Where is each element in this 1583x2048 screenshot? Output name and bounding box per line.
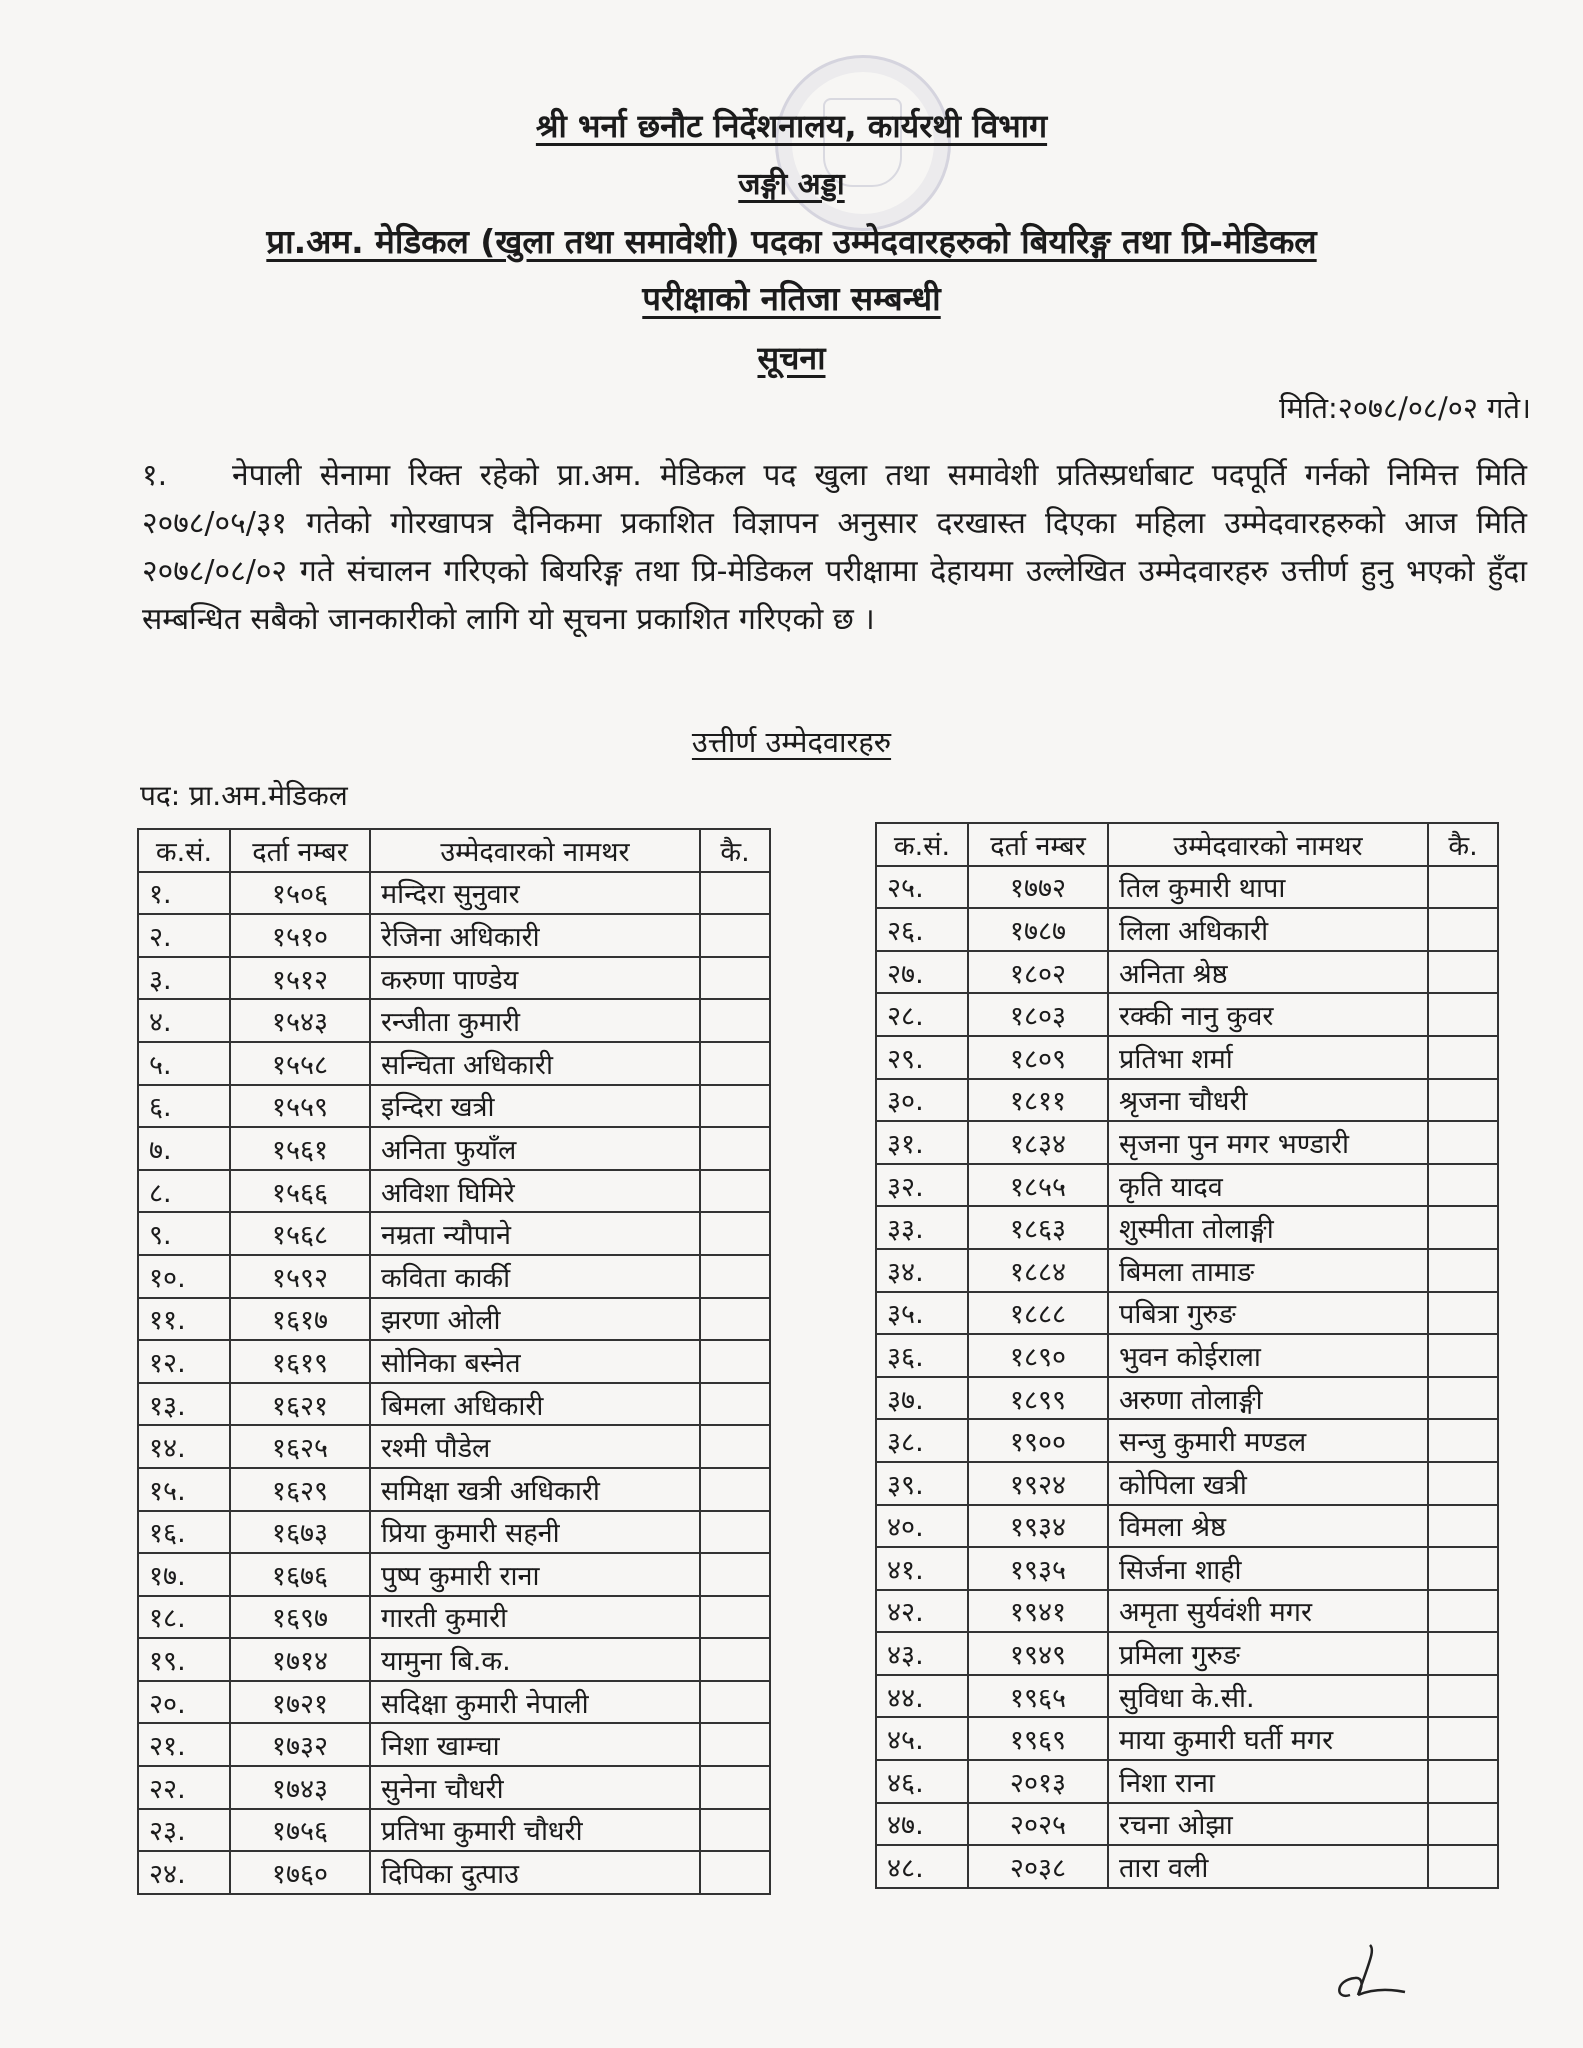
serial-cell: २७. bbox=[876, 951, 968, 994]
serial-cell: ३. bbox=[138, 957, 230, 1000]
table-row bbox=[138, 999, 770, 1042]
serial-cell: ३२. bbox=[876, 1164, 968, 1207]
table-row bbox=[138, 1340, 770, 1383]
serial-cell: ३८. bbox=[876, 1419, 968, 1462]
passed-candidates-heading: उत्तीर्ण उम्मेदवारहरु bbox=[691, 725, 892, 759]
registration-number-cell: १८८४ bbox=[968, 1249, 1108, 1292]
registration-number-cell: १८०३ bbox=[968, 993, 1108, 1036]
remarks-cell bbox=[700, 1298, 770, 1341]
registration-number-cell: १६७३ bbox=[230, 1511, 370, 1554]
serial-cell: ७. bbox=[138, 1127, 230, 1170]
table-row bbox=[138, 1851, 770, 1894]
remarks-cell bbox=[700, 1212, 770, 1255]
candidate-name-cell: कृति यादव bbox=[1108, 1164, 1428, 1207]
remarks-cell bbox=[700, 1340, 770, 1383]
remarks-cell bbox=[700, 1809, 770, 1852]
results-table-left bbox=[137, 828, 771, 1895]
serial-cell: ४३. bbox=[876, 1632, 968, 1675]
table-row bbox=[876, 1760, 1498, 1803]
serial-cell: २. bbox=[138, 914, 230, 957]
paragraph-number: १. bbox=[142, 458, 168, 493]
remarks-cell bbox=[700, 1383, 770, 1426]
remarks-cell bbox=[1428, 1419, 1498, 1462]
candidate-name-cell: यामुना बि.क. bbox=[370, 1638, 700, 1681]
registration-number-cell: १९३५ bbox=[968, 1547, 1108, 1590]
serial-cell: १९. bbox=[138, 1638, 230, 1681]
serial-cell: १८. bbox=[138, 1596, 230, 1639]
table-row bbox=[138, 1212, 770, 1255]
remarks-cell bbox=[1428, 1462, 1498, 1505]
registration-number-cell: १८५५ bbox=[968, 1164, 1108, 1207]
serial-cell: ५. bbox=[138, 1042, 230, 1085]
candidate-name-cell: प्रतिभा शर्मा bbox=[1108, 1036, 1428, 1079]
registration-number-cell: १९२४ bbox=[968, 1462, 1108, 1505]
serial-cell: ४८. bbox=[876, 1845, 968, 1888]
candidate-name-cell: माया कुमारी घर्ती मगर bbox=[1108, 1717, 1428, 1760]
remarks-cell bbox=[1428, 1760, 1498, 1803]
registration-number-cell: १८०९ bbox=[968, 1036, 1108, 1079]
candidate-name-cell: बिमला अधिकारी bbox=[370, 1383, 700, 1426]
candidate-name-cell: कविता कार्की bbox=[370, 1255, 700, 1298]
serial-cell: ४४. bbox=[876, 1675, 968, 1718]
table-row bbox=[876, 1206, 1498, 1249]
serial-cell: ९. bbox=[138, 1212, 230, 1255]
registration-number-cell: १५६८ bbox=[230, 1212, 370, 1255]
remarks-cell bbox=[700, 1723, 770, 1766]
registration-number-cell: १५५८ bbox=[230, 1042, 370, 1085]
remarks-cell bbox=[1428, 1079, 1498, 1122]
serial-cell: ४५. bbox=[876, 1717, 968, 1760]
candidate-name-cell: श्रृजना चौधरी bbox=[1108, 1079, 1428, 1122]
table-row bbox=[876, 1803, 1498, 1846]
registration-number-cell: १५६६ bbox=[230, 1170, 370, 1213]
remarks-cell bbox=[1428, 1632, 1498, 1675]
table-row bbox=[876, 1121, 1498, 1164]
table-row bbox=[138, 1511, 770, 1554]
registration-number-cell: १५०६ bbox=[230, 872, 370, 915]
candidate-name-cell: पबित्रा गुरुङ bbox=[1108, 1292, 1428, 1335]
registration-number-cell: १८०२ bbox=[968, 951, 1108, 994]
remarks-cell bbox=[700, 1851, 770, 1894]
table-row bbox=[876, 1462, 1498, 1505]
table-row bbox=[876, 1334, 1498, 1377]
candidate-name-cell: शुस्मीता तोलाङ्गी bbox=[1108, 1206, 1428, 1249]
table-row bbox=[876, 1547, 1498, 1590]
registration-number-cell: १८११ bbox=[968, 1079, 1108, 1122]
registration-number-cell: १८८८ bbox=[968, 1292, 1108, 1335]
remarks-cell bbox=[1428, 1121, 1498, 1164]
registration-number-cell: २०१३ bbox=[968, 1760, 1108, 1803]
remarks-cell bbox=[1428, 1164, 1498, 1207]
serial-cell: २५. bbox=[876, 866, 968, 909]
serial-cell: २०. bbox=[138, 1681, 230, 1724]
candidate-name-cell: सुनेना चौधरी bbox=[370, 1766, 700, 1809]
serial-cell: १७. bbox=[138, 1553, 230, 1596]
candidate-name-cell: रचना ओझा bbox=[1108, 1803, 1428, 1846]
candidate-name-cell: मन्दिरा सुनुवार bbox=[370, 872, 700, 915]
candidate-name-cell: समिक्षा खत्री अधिकारी bbox=[370, 1468, 700, 1511]
remarks-cell bbox=[700, 1425, 770, 1468]
serial-cell: ८. bbox=[138, 1170, 230, 1213]
registration-number-cell: १९३४ bbox=[968, 1505, 1108, 1548]
remarks-cell bbox=[700, 1553, 770, 1596]
serial-cell: ११. bbox=[138, 1298, 230, 1341]
remarks-cell bbox=[1428, 1547, 1498, 1590]
registration-number-cell: १७७२ bbox=[968, 866, 1108, 909]
candidate-name-cell: रक्की नानु कुवर bbox=[1108, 993, 1428, 1036]
remarks-cell bbox=[700, 872, 770, 915]
candidate-name-cell: तिल कुमारी थापा bbox=[1108, 866, 1428, 909]
table-row bbox=[876, 1590, 1498, 1633]
candidate-name-cell: करुणा पाण्डेय bbox=[370, 957, 700, 1000]
notice-heading: सूचना bbox=[757, 339, 826, 377]
remarks-cell bbox=[700, 1511, 770, 1554]
header-remarks: कै. bbox=[1428, 823, 1498, 866]
registration-number-cell: २०२५ bbox=[968, 1803, 1108, 1846]
office-subtitle: जङ्गी अड्डा bbox=[738, 167, 845, 202]
serial-cell: ३३. bbox=[876, 1206, 968, 1249]
candidate-name-cell: तारा वली bbox=[1108, 1845, 1428, 1888]
registration-number-cell: १५४३ bbox=[230, 999, 370, 1042]
remarks-cell bbox=[1428, 1377, 1498, 1420]
candidate-name-cell: पुष्प कुमारी राना bbox=[370, 1553, 700, 1596]
table-row bbox=[138, 1809, 770, 1852]
remarks-cell bbox=[700, 999, 770, 1042]
remarks-cell bbox=[1428, 1717, 1498, 1760]
header-serial: क.सं. bbox=[876, 823, 968, 866]
serial-cell: ४. bbox=[138, 999, 230, 1042]
remarks-cell bbox=[700, 1127, 770, 1170]
candidate-name-cell: सन्चिता अधिकारी bbox=[370, 1042, 700, 1085]
table-row bbox=[138, 1298, 770, 1341]
registration-number-cell: १६७६ bbox=[230, 1553, 370, 1596]
table-row bbox=[138, 1596, 770, 1639]
table-row bbox=[876, 1292, 1498, 1335]
candidate-name-cell: भुवन कोईराला bbox=[1108, 1334, 1428, 1377]
table-row bbox=[876, 1845, 1498, 1888]
serial-cell: १. bbox=[138, 872, 230, 915]
registration-number-cell: १७२१ bbox=[230, 1681, 370, 1724]
table-row bbox=[876, 1036, 1498, 1079]
remarks-cell bbox=[1428, 1845, 1498, 1888]
table-row bbox=[876, 1717, 1498, 1760]
serial-cell: ३७. bbox=[876, 1377, 968, 1420]
registration-number-cell: १८९० bbox=[968, 1334, 1108, 1377]
table-row bbox=[876, 1505, 1498, 1548]
remarks-cell bbox=[700, 1255, 770, 1298]
registration-number-cell: १७३२ bbox=[230, 1723, 370, 1766]
registration-number-cell: १९४१ bbox=[968, 1590, 1108, 1633]
registration-number-cell: १७८७ bbox=[968, 908, 1108, 951]
remarks-cell bbox=[700, 1468, 770, 1511]
table-row bbox=[138, 1255, 770, 1298]
candidate-name-cell: गारती कुमारी bbox=[370, 1596, 700, 1639]
remarks-cell bbox=[700, 1170, 770, 1213]
candidate-name-cell: प्रतिभा कुमारी चौधरी bbox=[370, 1809, 700, 1852]
serial-cell: १०. bbox=[138, 1255, 230, 1298]
candidate-name-cell: अनिता फुयाँल bbox=[370, 1127, 700, 1170]
registration-number-cell: १५९२ bbox=[230, 1255, 370, 1298]
table-row bbox=[138, 1468, 770, 1511]
candidate-name-cell: अमृता सुर्यवंशी मगर bbox=[1108, 1590, 1428, 1633]
candidate-name-cell: निशा खाम्चा bbox=[370, 1723, 700, 1766]
registration-number-cell: १९६९ bbox=[968, 1717, 1108, 1760]
serial-cell: ३५. bbox=[876, 1292, 968, 1335]
table-row bbox=[138, 957, 770, 1000]
registration-number-cell: १५१२ bbox=[230, 957, 370, 1000]
remarks-cell bbox=[1428, 866, 1498, 909]
notice-paragraph bbox=[142, 452, 1527, 644]
remarks-cell bbox=[1428, 908, 1498, 951]
candidate-name-cell: प्रमिला गुरुङ bbox=[1108, 1632, 1428, 1675]
registration-number-cell: १९०० bbox=[968, 1419, 1108, 1462]
remarks-cell bbox=[1428, 1206, 1498, 1249]
serial-cell: २६. bbox=[876, 908, 968, 951]
paragraph-text: नेपाली सेनामा रिक्त रहेको प्रा.अम. मेडिकल पद खुला तथा समावेशी प्रतिस्प्रर्धाबाट पदपूर्ति गर्नको निमित्त मिति २०७८/०५/३१ गतेको गोरखापत्र दैनिकमा प्रकाशित विज्ञापन अनुसार दरखास्त दिएका महिला उम्मेदवारहरुको आज मिति २०७८/०८/०२ गते संचालन गरिएको बियरिङ्ग तथा प्रि-मेडिकल परीक्षामा देहायमा उल्लेखित उम्मेदवारहरु उत्तीर्ण हुनु भएको हुँदा सम्बन्धित सबैको जानकारीको लागि यो सूचना प्रकाशित गरिएको छ । bbox=[142, 458, 1527, 637]
candidate-name-cell: रन्जीता कुमारी bbox=[370, 999, 700, 1042]
table-row bbox=[876, 1377, 1498, 1420]
table-row bbox=[876, 993, 1498, 1036]
remarks-cell bbox=[1428, 1292, 1498, 1335]
remarks-cell bbox=[1428, 1590, 1498, 1633]
table-row bbox=[876, 951, 1498, 994]
table-row bbox=[138, 914, 770, 957]
candidate-name-cell: दिपिका दुत्पाउ bbox=[370, 1851, 700, 1894]
serial-cell: २१. bbox=[138, 1723, 230, 1766]
table-header-row bbox=[876, 823, 1498, 866]
registration-number-cell: १६९७ bbox=[230, 1596, 370, 1639]
serial-cell: २९. bbox=[876, 1036, 968, 1079]
table-row bbox=[138, 1085, 770, 1128]
header-candidate-name: उम्मेदवारको नामथर bbox=[370, 829, 700, 872]
candidate-name-cell: अरुणा तोलाङ्गी bbox=[1108, 1377, 1428, 1420]
remarks-cell bbox=[1428, 1334, 1498, 1377]
table-row bbox=[876, 1419, 1498, 1462]
table-row bbox=[138, 1042, 770, 1085]
candidate-name-cell: सोनिका बस्नेत bbox=[370, 1340, 700, 1383]
notice-date: मिति:२०७८/०८/०२ गते। bbox=[1279, 391, 1531, 425]
candidate-name-cell: सुविधा के.सी. bbox=[1108, 1675, 1428, 1718]
table-row bbox=[876, 1164, 1498, 1207]
serial-cell: ३०. bbox=[876, 1079, 968, 1122]
remarks-cell bbox=[700, 914, 770, 957]
registration-number-cell: १६२१ bbox=[230, 1383, 370, 1426]
remarks-cell bbox=[700, 1766, 770, 1809]
registration-number-cell: १५६१ bbox=[230, 1127, 370, 1170]
header-remarks: कै. bbox=[700, 829, 770, 872]
table-row bbox=[138, 1723, 770, 1766]
header-registration-number: दर्ता नम्बर bbox=[968, 823, 1108, 866]
remarks-cell bbox=[1428, 1675, 1498, 1718]
remarks-cell bbox=[700, 957, 770, 1000]
serial-cell: ४७. bbox=[876, 1803, 968, 1846]
table-row bbox=[138, 1425, 770, 1468]
table-row bbox=[138, 1383, 770, 1426]
remarks-cell bbox=[700, 1681, 770, 1724]
candidate-name-cell: नम्रता न्यौपाने bbox=[370, 1212, 700, 1255]
notice-subject-line1: प्रा.अम. मेडिकल (खुला तथा समावेशी) पदका उम्मेदवारहरुको बियरिङ्ग तथा प्रि-मेडिकल bbox=[266, 222, 1317, 261]
candidate-name-cell: सिर्जना शाही bbox=[1108, 1547, 1428, 1590]
remarks-cell bbox=[1428, 951, 1498, 994]
remarks-cell bbox=[700, 1596, 770, 1639]
serial-cell: ३१. bbox=[876, 1121, 968, 1164]
remarks-cell bbox=[1428, 993, 1498, 1036]
table-row bbox=[138, 1638, 770, 1681]
registration-number-cell: १६१७ bbox=[230, 1298, 370, 1341]
remarks-cell bbox=[700, 1085, 770, 1128]
registration-number-cell: १८३४ bbox=[968, 1121, 1108, 1164]
serial-cell: ४६. bbox=[876, 1760, 968, 1803]
registration-number-cell: १६१९ bbox=[230, 1340, 370, 1383]
serial-cell: १५. bbox=[138, 1468, 230, 1511]
signature-mark bbox=[1330, 1940, 1410, 2010]
serial-cell: १३. bbox=[138, 1383, 230, 1426]
table-row bbox=[876, 1675, 1498, 1718]
header-registration-number: दर्ता नम्बर bbox=[230, 829, 370, 872]
registration-number-cell: १९६५ bbox=[968, 1675, 1108, 1718]
remarks-cell bbox=[1428, 1249, 1498, 1292]
table-row bbox=[138, 872, 770, 915]
table-row bbox=[876, 908, 1498, 951]
header-candidate-name: उम्मेदवारको नामथर bbox=[1108, 823, 1428, 866]
registration-number-cell: १५१० bbox=[230, 914, 370, 957]
remarks-cell bbox=[700, 1042, 770, 1085]
registration-number-cell: १८६३ bbox=[968, 1206, 1108, 1249]
candidate-name-cell: रेजिना अधिकारी bbox=[370, 914, 700, 957]
table-row bbox=[876, 866, 1498, 909]
serial-cell: ३६. bbox=[876, 1334, 968, 1377]
table-row bbox=[138, 1170, 770, 1213]
candidate-name-cell: इन्दिरा खत्री bbox=[370, 1085, 700, 1128]
candidate-name-cell: निशा राना bbox=[1108, 1760, 1428, 1803]
candidate-name-cell: अनिता श्रेष्ठ bbox=[1108, 951, 1428, 994]
serial-cell: १४. bbox=[138, 1425, 230, 1468]
candidate-name-cell: सृजना पुन मगर भण्डारी bbox=[1108, 1121, 1428, 1164]
serial-cell: २२. bbox=[138, 1766, 230, 1809]
table-row bbox=[876, 1079, 1498, 1122]
office-title: श्री भर्ना छनौट निर्देशनालय, कार्यरथी विभाग bbox=[535, 107, 1048, 145]
serial-cell: ६. bbox=[138, 1085, 230, 1128]
candidate-name-cell: लिला अधिकारी bbox=[1108, 908, 1428, 951]
header-serial: क.सं. bbox=[138, 829, 230, 872]
candidate-name-cell: अविशा घिमिरे bbox=[370, 1170, 700, 1213]
table-row bbox=[138, 1553, 770, 1596]
serial-cell: ४०. bbox=[876, 1505, 968, 1548]
candidate-name-cell: बिमला तामाङ bbox=[1108, 1249, 1428, 1292]
registration-number-cell: १७१४ bbox=[230, 1638, 370, 1681]
candidate-name-cell: सदिक्षा कुमारी नेपाली bbox=[370, 1681, 700, 1724]
serial-cell: १२. bbox=[138, 1340, 230, 1383]
notice-subject-line2: परीक्षाको नतिजा सम्बन्धी bbox=[642, 279, 941, 318]
candidate-name-cell: रश्मी पौडेल bbox=[370, 1425, 700, 1468]
remarks-cell bbox=[1428, 1803, 1498, 1846]
remarks-cell bbox=[1428, 1036, 1498, 1079]
serial-cell: ४२. bbox=[876, 1590, 968, 1633]
registration-number-cell: २०३८ bbox=[968, 1845, 1108, 1888]
table-row bbox=[876, 1632, 1498, 1675]
registration-number-cell: १७६० bbox=[230, 1851, 370, 1894]
serial-cell: ४१. bbox=[876, 1547, 968, 1590]
candidate-name-cell: झरणा ओली bbox=[370, 1298, 700, 1341]
serial-cell: १६. bbox=[138, 1511, 230, 1554]
table-row bbox=[138, 1766, 770, 1809]
table-header-row bbox=[138, 829, 770, 872]
registration-number-cell: १६२९ bbox=[230, 1468, 370, 1511]
remarks-cell bbox=[700, 1638, 770, 1681]
serial-cell: ३९. bbox=[876, 1462, 968, 1505]
results-table-right bbox=[875, 822, 1499, 1889]
registration-number-cell: १७५६ bbox=[230, 1809, 370, 1852]
table-row bbox=[876, 1249, 1498, 1292]
post-label: पद: प्रा.अम.मेडिकल bbox=[140, 779, 348, 812]
table-row bbox=[138, 1127, 770, 1170]
remarks-cell bbox=[1428, 1505, 1498, 1548]
candidate-name-cell: विमला श्रेष्ठ bbox=[1108, 1505, 1428, 1548]
candidate-name-cell: सन्जु कुमारी मण्डल bbox=[1108, 1419, 1428, 1462]
candidate-name-cell: कोपिला खत्री bbox=[1108, 1462, 1428, 1505]
candidate-name-cell: प्रिया कुमारी सहनी bbox=[370, 1511, 700, 1554]
registration-number-cell: १५५९ bbox=[230, 1085, 370, 1128]
registration-number-cell: १९४९ bbox=[968, 1632, 1108, 1675]
registration-number-cell: १७४३ bbox=[230, 1766, 370, 1809]
serial-cell: २३. bbox=[138, 1809, 230, 1852]
serial-cell: २४. bbox=[138, 1851, 230, 1894]
table-row bbox=[138, 1681, 770, 1724]
serial-cell: २८. bbox=[876, 993, 968, 1036]
serial-cell: ३४. bbox=[876, 1249, 968, 1292]
registration-number-cell: १८९९ bbox=[968, 1377, 1108, 1420]
registration-number-cell: १६२५ bbox=[230, 1425, 370, 1468]
